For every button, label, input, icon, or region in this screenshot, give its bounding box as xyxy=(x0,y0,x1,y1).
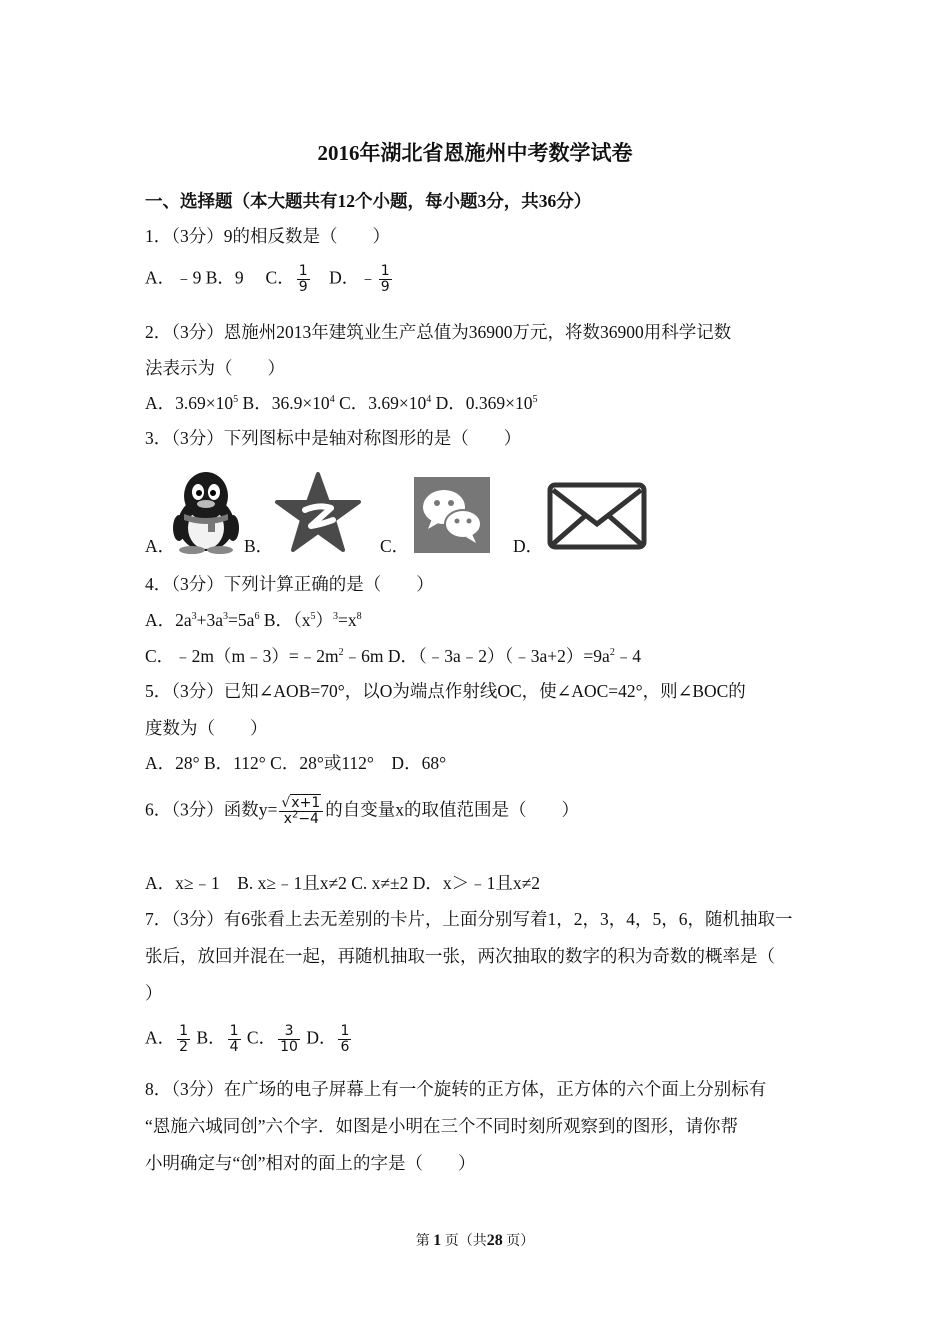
q2-opt-d: D．0.369×10 xyxy=(431,393,533,413)
q7-line3: ） xyxy=(145,983,163,1003)
exponent: 4 xyxy=(426,394,432,406)
q1-frac-c xyxy=(297,264,310,295)
q7-options xyxy=(145,1024,353,1055)
exponent: 8 xyxy=(356,611,362,623)
q2-options xyxy=(145,392,538,414)
frac-den: 4 xyxy=(229,1039,239,1055)
frac-num: 1 xyxy=(229,1023,239,1039)
q6-function-fraction xyxy=(279,796,323,827)
exponent: 4 xyxy=(329,394,335,406)
envelope-icon xyxy=(547,482,647,550)
q3-label-c: C． xyxy=(380,536,410,556)
q7-frac-d xyxy=(338,1024,351,1055)
q3-label-d: D． xyxy=(513,536,544,556)
frac-num: 1 xyxy=(179,1023,189,1039)
q1-options xyxy=(145,264,394,295)
q4-options-cd xyxy=(145,645,641,667)
q4-text: ﹣6m D．（﹣3a﹣2）（﹣3a+2）=9a xyxy=(343,646,610,666)
q2-opt-c: C．3.69×10 xyxy=(334,393,427,413)
frac-den: 6 xyxy=(340,1039,350,1055)
q7-label-b: B． xyxy=(196,1027,226,1048)
q8-line2: “恩施六城同创”六个字．如图是小明在三个不同时刻所观察到的图形，请你帮 xyxy=(145,1116,739,1136)
frac-den: 9 xyxy=(380,279,390,295)
exponent: 5 xyxy=(310,611,316,623)
frac-num: √x+1 xyxy=(279,796,323,812)
den-base: x xyxy=(283,811,292,827)
section-heading: 一、选择题（本大题共有12个小题，每小题3分，共36分） xyxy=(145,191,592,211)
q7-line2: 张后，放回并混在一起，再随机抽取一张，两次抽取的数字的积为奇数的概率是（ xyxy=(145,946,775,966)
footer-text: 页（共 xyxy=(444,1234,487,1249)
q7-label-d: D． xyxy=(306,1027,337,1048)
page-footer xyxy=(0,1230,950,1250)
frac-den xyxy=(279,809,323,827)
wechat-icon xyxy=(414,477,490,553)
frac-num: 1 xyxy=(380,263,390,279)
q5-options: A．28° B．112° C．28°或112° D．68° xyxy=(145,753,447,773)
frac-num: 3 xyxy=(278,1024,300,1040)
q4-text: +3a xyxy=(196,610,224,630)
exponent: 2 xyxy=(338,647,344,659)
page-title: 2016年湖北省恩施州中考数学试卷 xyxy=(317,141,633,165)
q6-text: 的自变量x的取值范围是（ ） xyxy=(325,799,579,820)
exponent: 5 xyxy=(532,394,538,406)
q7-frac-c xyxy=(278,1024,300,1055)
q1-stem: 1．（3分）9的相反数是（ ） xyxy=(145,226,390,246)
q4-options-ab xyxy=(145,609,362,631)
q7-label-a: A． xyxy=(145,1027,176,1048)
q5-line2: 度数为（ ） xyxy=(145,718,268,738)
q3-stem: 3．（3分）下列图标中是轴对称图形的是（ ） xyxy=(145,428,522,448)
q4-text: =x xyxy=(338,610,357,630)
q3-label-a: A． xyxy=(145,536,176,556)
exponent: 5 xyxy=(233,394,239,406)
q7-label-c: C． xyxy=(246,1027,277,1048)
q2-opt-a: A．3.69×10 xyxy=(145,393,234,413)
q4-text: C．﹣2m（m﹣3）=﹣2m xyxy=(145,646,339,666)
q4-stem: 4．（3分）下列计算正确的是（ ） xyxy=(145,574,434,594)
q4-text: ﹣4 xyxy=(614,646,642,666)
q6-stem xyxy=(145,796,579,827)
exponent: 2 xyxy=(609,647,615,659)
exponent: 3 xyxy=(191,611,197,623)
frac-den: 9 xyxy=(298,279,308,295)
frac-den: 10 xyxy=(280,1039,298,1055)
den-rest: −4 xyxy=(298,811,319,827)
q6-options: A．x≥﹣1 B. x≥﹣1且x≠2 C. x≠±2 D．x＞﹣1且x≠2 xyxy=(145,873,540,893)
page-number: 1 xyxy=(433,1232,442,1249)
q5-line1: 5．（3分）已知∠AOB=70°，以O为端点作射线OC，使∠AOC=42°，则∠BOC的 xyxy=(145,681,746,701)
frac-num: 1 xyxy=(298,263,308,279)
q3-label-b: B． xyxy=(244,536,274,556)
q8-line3: 小明确定与“创”相对的面上的字是（ ） xyxy=(145,1153,476,1173)
exponent: 3 xyxy=(333,611,338,623)
q1-opt-ab: A．﹣9 B．9 C． xyxy=(145,267,295,288)
q1-frac-d xyxy=(379,264,392,295)
qq-penguin-icon xyxy=(170,470,242,554)
footer-text: 页） xyxy=(506,1234,535,1249)
frac-den: 2 xyxy=(179,1039,189,1055)
q2-line1: 2．（3分）恩施州2013年建筑业生产总值为36900万元，将数36900用科学记数 xyxy=(145,322,732,342)
q4-text: =5a xyxy=(228,610,255,630)
q7-frac-a xyxy=(177,1024,190,1055)
q7-line1: 7．（3分）有6张看上去无差别的卡片，上面分别写着1，2，3，4，5，6，随机抽取一 xyxy=(145,909,793,929)
q6-text: 6．（3分）函数y= xyxy=(145,799,278,820)
sqrt-content: x+1 xyxy=(291,795,321,811)
exponent: 2 xyxy=(291,809,299,821)
footer-text: 第 xyxy=(415,1234,430,1249)
exponent: 3 xyxy=(223,611,229,623)
q4-text: ） xyxy=(315,610,333,630)
q7-frac-b xyxy=(228,1024,241,1055)
q8-line1: 8．（3分）在广场的电子屏幕上有一个旋转的正方体，正方体的六个面上分别标有 xyxy=(145,1079,767,1099)
q2-opt-b: B．36.9×10 xyxy=(238,393,330,413)
q4-text: B．（x xyxy=(263,610,311,630)
frac-num: 1 xyxy=(340,1023,350,1039)
q2-line2: 法表示为（ ） xyxy=(145,358,285,378)
exponent: 6 xyxy=(254,611,260,623)
q4-text: A．2a xyxy=(145,610,192,630)
total-pages: 28 xyxy=(486,1232,503,1249)
q1-opt-d: D．﹣ xyxy=(329,267,377,288)
star-z-icon xyxy=(275,472,361,554)
